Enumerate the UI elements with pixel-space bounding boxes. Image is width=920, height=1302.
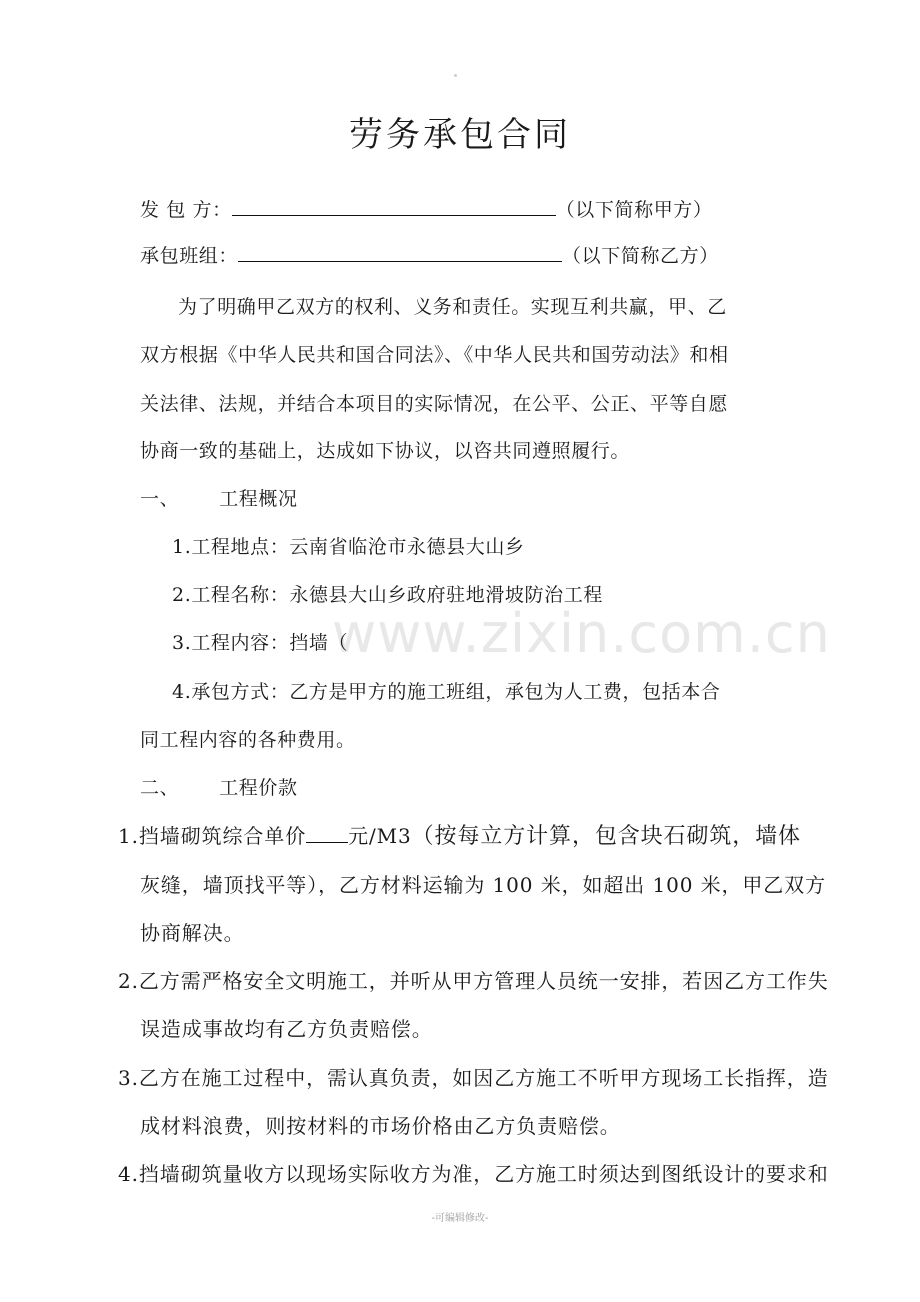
clause-1 (118, 823, 801, 850)
preamble-line: 关法律、法规，并结合本项目的实际情况，在公平、公正、平等自愿 (140, 393, 729, 415)
clause-text: 乙方在施工过程中，需认真负责，如因乙方施工不听甲方现场工长指挥，造 (138, 1066, 829, 1090)
party-b-suffix: （以下简称乙方） (562, 245, 719, 267)
unit-label: 元/M3 (348, 824, 412, 848)
clause-1-line3: 协商解决。 (140, 921, 245, 945)
section-number: 二、 (140, 777, 180, 799)
watermark: www.zixin.com.cn (332, 602, 831, 665)
decorative-dot (454, 74, 457, 77)
document-title: 劳务承包合同 (349, 115, 571, 155)
clause-3-line2: 成材料浪费，则按材料的市场价格由乙方负责赔偿。 (140, 1114, 621, 1138)
page-footer: -可编辑修改- (431, 1213, 489, 1224)
clause-2-line2: 误造成事故均有乙方负责赔偿。 (140, 1017, 433, 1041)
section1-item-continued: 同工程内容的各种费用。 (140, 729, 356, 751)
section1-item: 3.工程内容：挡墙（ (172, 632, 349, 654)
party-b-line (140, 243, 719, 269)
party-a-suffix: （以下简称甲方） (555, 199, 713, 221)
section-title: 工程概况 (219, 488, 298, 510)
party-b-label: 承包班组： (140, 245, 239, 267)
clause-number: 1. (118, 824, 139, 848)
preamble-line: 协商一致的基础上，达成如下协议，以咨共同遵照履行。 (140, 440, 631, 462)
clause-text: 挡墙砌筑综合单价 (138, 824, 307, 848)
clause-number: 4. (118, 1162, 139, 1186)
section-title: 工程价款 (219, 777, 298, 799)
clause-text: 乙方需严格安全文明施工，并听从甲方管理人员统一安排，若因乙方工作失 (138, 969, 829, 993)
party-a-line (140, 197, 713, 223)
clause-text: （按每立方计算，包含块石砌筑，墙体 (411, 824, 801, 849)
section1-item: 1.工程地点：云南省临沧市永德县大山乡 (172, 536, 525, 558)
party-a-label: 发 包 方： (140, 199, 232, 221)
party-a-blank (232, 197, 556, 216)
preamble-line: 为了明确甲乙双方的权利、义务和责任。实现互利共赢，甲、乙 (178, 296, 727, 318)
section1-heading (140, 486, 298, 512)
clause-1-line2: 灰缝，墙顶找平等），乙方材料运输为 100 米，如超出 100 米，甲乙双方 (140, 873, 826, 897)
section2-heading (140, 775, 298, 801)
section-number: 一、 (140, 488, 180, 510)
party-b-blank (238, 243, 562, 262)
clause-4 (118, 1161, 829, 1187)
clause-3 (118, 1065, 829, 1091)
clause-number: 3. (118, 1066, 139, 1090)
clause-2 (118, 968, 829, 994)
preamble-line: 双方根据《中华人民共和国合同法》、《中华人民共和国劳动法》和相 (140, 344, 729, 366)
section1-item: 2.工程名称：永德县大山乡政府驻地滑坡防治工程 (172, 584, 603, 606)
clause-number: 2. (118, 969, 139, 993)
clause-text: 挡墙砌筑量收方以现场实际收方为准，乙方施工时须达到图纸设计的要求和 (138, 1162, 829, 1186)
section1-item: 4.承包方式：乙方是甲方的施工班组，承包为人工费，包括本合 (172, 681, 721, 703)
unit-price-blank (306, 824, 348, 843)
